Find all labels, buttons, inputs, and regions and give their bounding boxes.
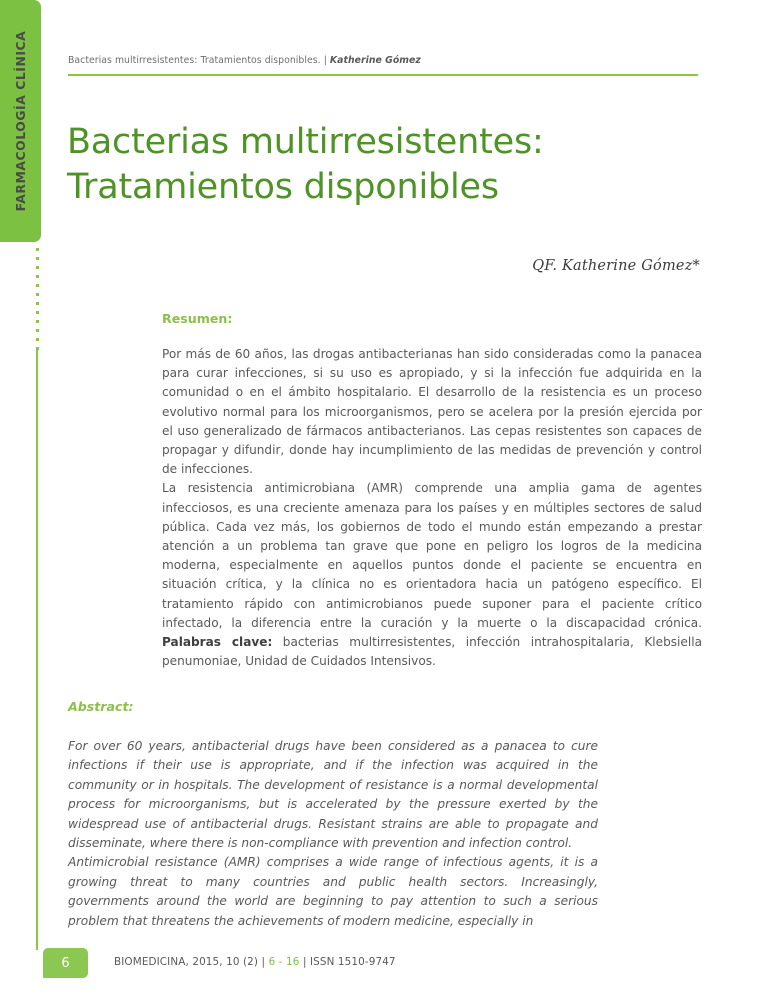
keywords-label: Palabras clave: <box>162 635 273 650</box>
page-title-line-2: Tratamientos disponibles <box>67 167 499 208</box>
page-number-badge <box>43 948 88 978</box>
page-title <box>67 120 707 210</box>
abstract-section <box>68 699 598 931</box>
resumen-section <box>162 311 702 671</box>
author-byline: QF. Katherine Gómez* <box>532 258 700 274</box>
resumen-body <box>162 345 702 671</box>
keywords-text: bacterias multirresistentes, infección intrahospitalaria, Klebsiella penumoniae, Unidad de Cuidados Intensivos. <box>162 635 702 669</box>
footer-separator-1: | <box>261 956 266 968</box>
page-title-line-1: Bacterias multirresistentes: <box>67 122 544 163</box>
resumen-paragraph-1: Por más de 60 años, las drogas antibacterianas han sido consideradas como la panacea para curar infecciones, si su uso es apropiado, y si la infección fue adquirida en la comunidad o en el ámbito hospitalario. El desarrollo de la resistencia es un proceso evolutivo normal para los microorganismos, pero se acelera por la presión ejercida por el uso generalizado de fármacos antibacterianos. Las cepas resistentes son capaces de propagar y difundir, donde hay incumplimiento de las medidas de prevención y control de infecciones. <box>162 347 702 477</box>
running-head-author: Katherine Gómez <box>329 55 421 66</box>
solid-spine-decoration <box>36 350 38 950</box>
section-tab-label: FARMACOLOGÍA CLÍNICA <box>13 30 28 212</box>
footer-citation <box>114 956 396 968</box>
page-number: 6 <box>61 955 70 971</box>
footer-journal: BIOMEDICINA, 2015, 10 (2) <box>114 956 259 968</box>
running-head-title: Bacterias multirresistentes: Tratamientos disponibles. <box>68 55 321 66</box>
running-head-separator: | <box>323 55 327 66</box>
dotted-spine-decoration <box>36 248 39 350</box>
abstract-heading: Abstract: <box>68 699 134 714</box>
running-head <box>68 55 698 66</box>
abstract-body <box>68 737 598 931</box>
footer-issn: ISSN 1510-9747 <box>310 956 396 968</box>
footer-separator-2: | <box>302 956 307 968</box>
resumen-paragraph-2-text: La resistencia antimicrobiana (AMR) comprende una amplia gama de agentes infecciosos, es una creciente amenaza para los países y en múltiples sectores de salud pública. Cada vez más, los gobiernos de todo el mundo están empezando a prestar atención a un problema tan grave que pone en peligro los logros de la medicina moderna, especialmente en aquellos puntos donde el paciente se encuentra en situación crítica, y la clínica no es orientadora hacia un patógeno específico. El tratamiento rápido con antimicrobianos puede suponer para el paciente crítico infectado, la diferencia entre la curación y la muerte o la discapacidad crónica. <box>162 481 702 630</box>
resumen-paragraph-2 <box>162 479 702 671</box>
abstract-paragraph-2: Antimicrobial resistance (AMR) comprises a wide range of infectious agents, it is a growing threat to many countries and public health sectors. Increasingly, governments around the world are beginning to pay attention to such a serious problem that threatens the achievements of modern medicine, especially in <box>68 855 598 928</box>
abstract-paragraph-1: For over 60 years, antibacterial drugs have been considered as a panacea to cure infections if their use is appropriate, and if the infection was acquired in the community or in hospitals. The development of resistance is a normal developmental process for microorganisms, but is accelerated by the pressure exerted by the widespread use of antibacterial drugs. Resistant strains are able to propagate and disseminate, where there is non-compliance with prevention and infection control. <box>68 739 598 851</box>
resumen-heading: Resumen: <box>162 311 233 326</box>
header-rule <box>68 74 698 76</box>
section-tab <box>0 0 41 242</box>
footer-page-range: 6 - 16 <box>268 956 300 968</box>
